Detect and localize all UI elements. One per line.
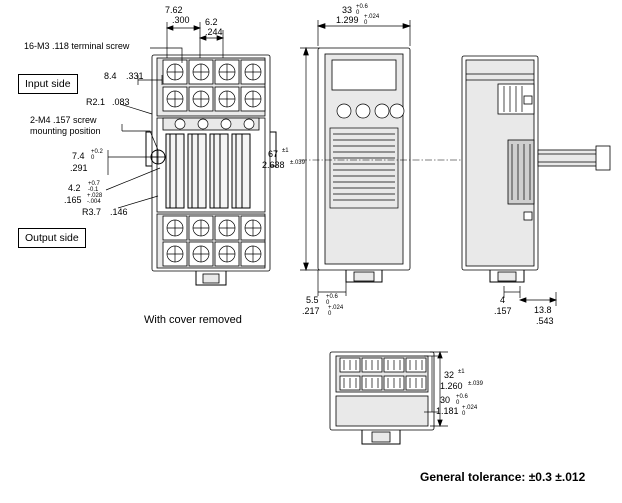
dim-4-2-alt: .165 — [64, 195, 82, 205]
dim-13-8-value: 13.8 — [534, 305, 552, 315]
dim-30-tol-bot: 0 — [456, 400, 460, 406]
dim-4-2-alt-tol-bot: -.004 — [87, 199, 101, 205]
dim-5-5-alt: .217 — [302, 306, 320, 316]
dim-33-tol-top: +0.6 — [356, 4, 368, 10]
dim-6-2-alt: .244 — [205, 27, 223, 37]
dim-5-5-alt-tol-top: +.024 — [328, 305, 344, 311]
dim-30-alt-tol-top: +.024 — [462, 405, 478, 411]
dim-33-alt-tol-bot: 0 — [364, 20, 368, 26]
caption-general-tolerance: General tolerance: ±0.3 ±.012 — [420, 470, 586, 484]
dim-4-2-tol-top: +0.7 — [88, 181, 100, 187]
dim-4-alt: .157 — [494, 306, 512, 316]
dim-5-5-tol-top: +0.6 — [326, 294, 338, 300]
dim-33-tol-bot: 0 — [356, 10, 360, 16]
dim-4-2-value: 4.2 — [68, 183, 81, 193]
label-input-side: Input side — [18, 74, 78, 94]
dim-13-8-alt: .543 — [536, 316, 554, 326]
dim-33-alt: 1.299 — [336, 15, 359, 25]
dim-5-5-alt-tol-bot: 0 — [328, 311, 332, 317]
dim-33-value: 33 — [342, 5, 353, 15]
dim-32-alt-tolerance: ±.039 — [468, 381, 483, 387]
callout-mounting-screw-line2: mounting position — [30, 126, 101, 136]
dim-32-value: 32 — [444, 370, 455, 380]
dim-33-alt-tolerance — [364, 14, 379, 26]
dim-6-2-value: 6.2 — [205, 17, 218, 27]
dim-r2-1-value: R2.1 — [86, 97, 106, 107]
dim-67-tolerance: ±1 — [282, 148, 289, 154]
dim-7-4-tol-top: +0.2 — [91, 149, 103, 155]
label-output-side: Output side — [18, 228, 86, 248]
dim-32-alt: 1.260 — [440, 381, 463, 391]
dim-7-4-tol-bot: 0 — [91, 155, 95, 161]
dim-5-5-tol-bot: 0 — [326, 300, 330, 306]
dim-67-alt: 2.638 — [262, 160, 285, 170]
dim-7-4-tolerance — [91, 149, 103, 161]
dim-7-62-value: 7.62 — [165, 5, 183, 15]
dim-4-value: 4 — [500, 295, 506, 305]
callout-terminal-screw: 16-M3 .118 terminal screw — [24, 41, 130, 51]
dim-4-2-alt-tolerance — [87, 193, 102, 205]
dim-r2-1-alt: .083 — [112, 97, 130, 107]
dim-5-5-alt-tolerance — [328, 305, 343, 317]
dim-r3-7-value: R3.7 — [82, 207, 102, 217]
dim-67-alt-tolerance: ±.039 — [290, 160, 305, 166]
dim-30-alt: 1.181 — [436, 406, 459, 416]
callout-mounting-screw-line1: 2-M4 .157 screw — [30, 115, 97, 125]
dim-30-alt-tol-bot: 0 — [462, 411, 466, 417]
dim-67-value: 67 — [268, 149, 279, 159]
dim-32-tolerance: ±1 — [458, 369, 465, 375]
dim-4-2-alt-tol-top: +.028 — [87, 193, 103, 199]
dim-7-62-alt: .300 — [172, 15, 190, 25]
dim-7-4-value: 7.4 — [72, 151, 85, 161]
dim-30-alt-tolerance — [462, 405, 477, 417]
caption-with-cover-removed: With cover removed — [144, 314, 242, 326]
dim-r3-7-alt: .146 — [110, 207, 128, 217]
dim-4-2-tolerance — [88, 181, 100, 193]
dim-33-alt-tol-top: +.024 — [364, 14, 380, 20]
dim-8-4-alt: .331 — [126, 71, 144, 81]
dim-5-5-value: 5.5 — [306, 295, 319, 305]
dim-30-value: 30 — [440, 395, 451, 405]
dim-8-4-value: 8.4 — [104, 71, 117, 81]
dim-4-2-tol-bot: -0.1 — [88, 187, 99, 193]
dim-30-tol-top: +0.6 — [456, 394, 468, 400]
dim-7-4-alt: .291 — [70, 163, 88, 173]
